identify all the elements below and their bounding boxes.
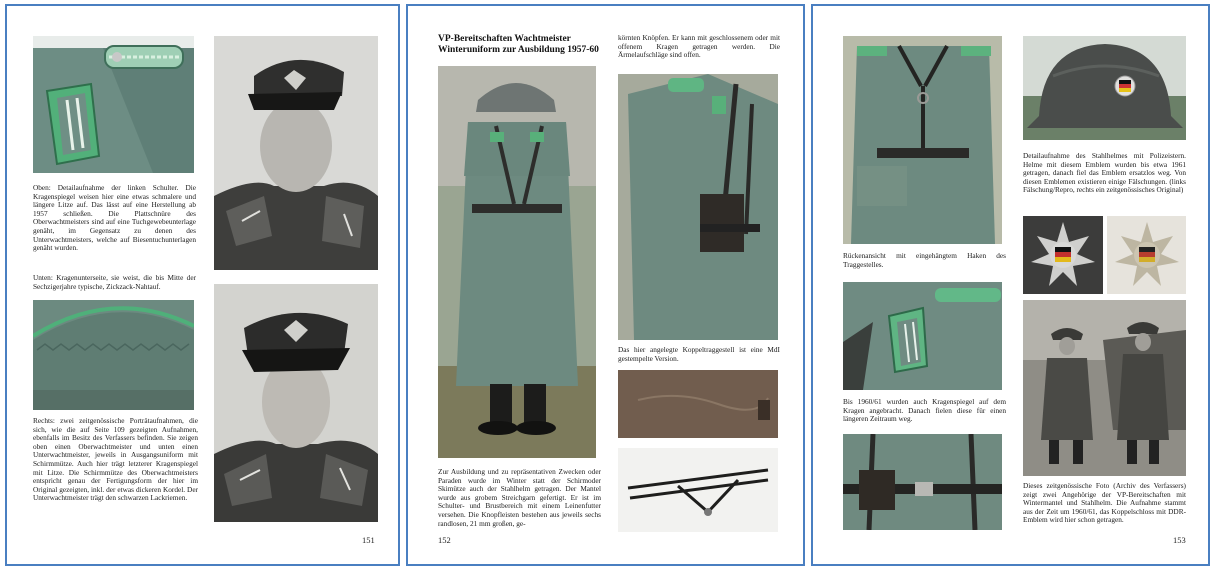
caption-back-view: Rückenansicht mit eingehängtem Haken des Traggestelles. [843,251,1006,269]
photo-back-view [843,36,1002,244]
photo-historic-soldiers [1023,300,1186,476]
photo-portrait-unterwachtmeister [214,284,378,522]
caption-historic-photo: Dieses zeitgenössische Foto (Archiv des Verfassers) zeigt zwei Angehörige der VP-Bereitschaften mit Wintermantel und Stahlhelm. Die Aufnahme stammt aus der Zeit um 1960/61, das Koppelschloss mit DDR-Emblem wird hier schon getragen. [1023,481,1186,525]
caption-portraits: Rechts: zwei zeitgenössische Porträtaufnahmen, die sich, wie die auf Seite 109 gezeigten Aufnahmen, ebenfalls im Besitz des Verfassers befinden. Sie zeigen oben einen Oberwachtmeister und unten einen Unterwachtmeister, jeweils in Ausgangsuniform mit Schirmmütze. Auch hier trägt letzterer Kragenspiegel mit Litze. Die Schirmmütze des Oberwachtmeisters entspricht genau der Fertigungsform der hier im Original gezeigten, inkl. der etwas dickeren Kordel. Der Unterwachtmeister trägt den schwarzen Lackriemen. [33,416,198,503]
page-number: 152 [438,535,451,545]
photo-shoulder-detail [33,36,194,173]
page-152 [406,4,805,566]
page-number: 151 [362,535,375,545]
page-number: 153 [1173,535,1186,545]
photo-emblem-repro [1023,216,1103,294]
photo-emblem-original [1107,216,1186,294]
caption-harness: Das hier angelegte Koppeltraggestell ist eine MdI gestempelte Version. [618,345,780,363]
photo-harness-flat [618,448,778,532]
photo-belt-harness [843,434,1002,530]
photo-collar-patch [843,282,1002,390]
caption-collar: Bis 1960/61 wurden auch Kragenspiegel auf dem Kragen angebracht. Danach fielen diese für einen längeren Zeitraum weg. [843,397,1006,424]
page-151 [5,4,400,566]
page-title: VP-Bereitschaften Wachtmeister Winteruniform zur Ausbildung 1957-60 [438,34,599,55]
photo-winter-uniform-full [438,66,596,458]
caption-collar-underside: Unten: Kragenunterseite, sie weist, die bis Mitte der Sechzigerjahre typische, Zickzack-Nahtauf. [33,273,196,291]
photo-harness-side [618,74,778,340]
caption-main: Zur Ausbildung und zu repräsentativen Zwecken oder Paraden wurde im Winter statt der Schirmoder Skimütze auch der Stahlhelm getragen. Der Mantel wurde aus grobem Streichgarn gefertigt. Er ist im Schulter- und Brustbereich mit einem Leinenfutter versehen. Die Knopfleisten bestehen aus jeweils sechs randlosen, 21 mm großen, ge- [438,467,601,528]
caption-shoulder-detail: Oben: Detailaufnahme der linken Schulter. Die Kragenspiegel weisen hier eine etwas schmalere und längere Litze auf. Das lässt auf eine Herstellung ab 1957 schließen. Die Plattschnüre des Oberwachtmeisters sind auf eine Tuchgewebeunterlage genäht, im Gegensatz zu denen des Unterwachtmeisters, welche auf Biesentuchunterlagen genäht wurden. [33,183,196,253]
caption-helmet: Detailaufnahme des Stahlhelmes mit Polizeistern. Helme mit diesem Emblem wurden bis etwa 1961 getragen, danach fiel das Emblem ersatzlos weg. Von diesen Emblemen existieren einige Fälschungen. (links Fälschung/Repro, rechts ein zeitgenössisches Original) [1023,151,1186,195]
page-153 [811,4,1210,566]
photo-collar-underside [33,300,194,410]
photo-mdi-stamp [618,370,778,438]
caption-continued: körnten Knöpfen. Er kann mit geschlossenem oder mit offenem Kragen getragen werden. Die Ärmelaufschläge sind offen. [618,33,780,60]
photo-helmet [1023,36,1186,140]
photo-portrait-oberwachtmeister [214,36,378,270]
